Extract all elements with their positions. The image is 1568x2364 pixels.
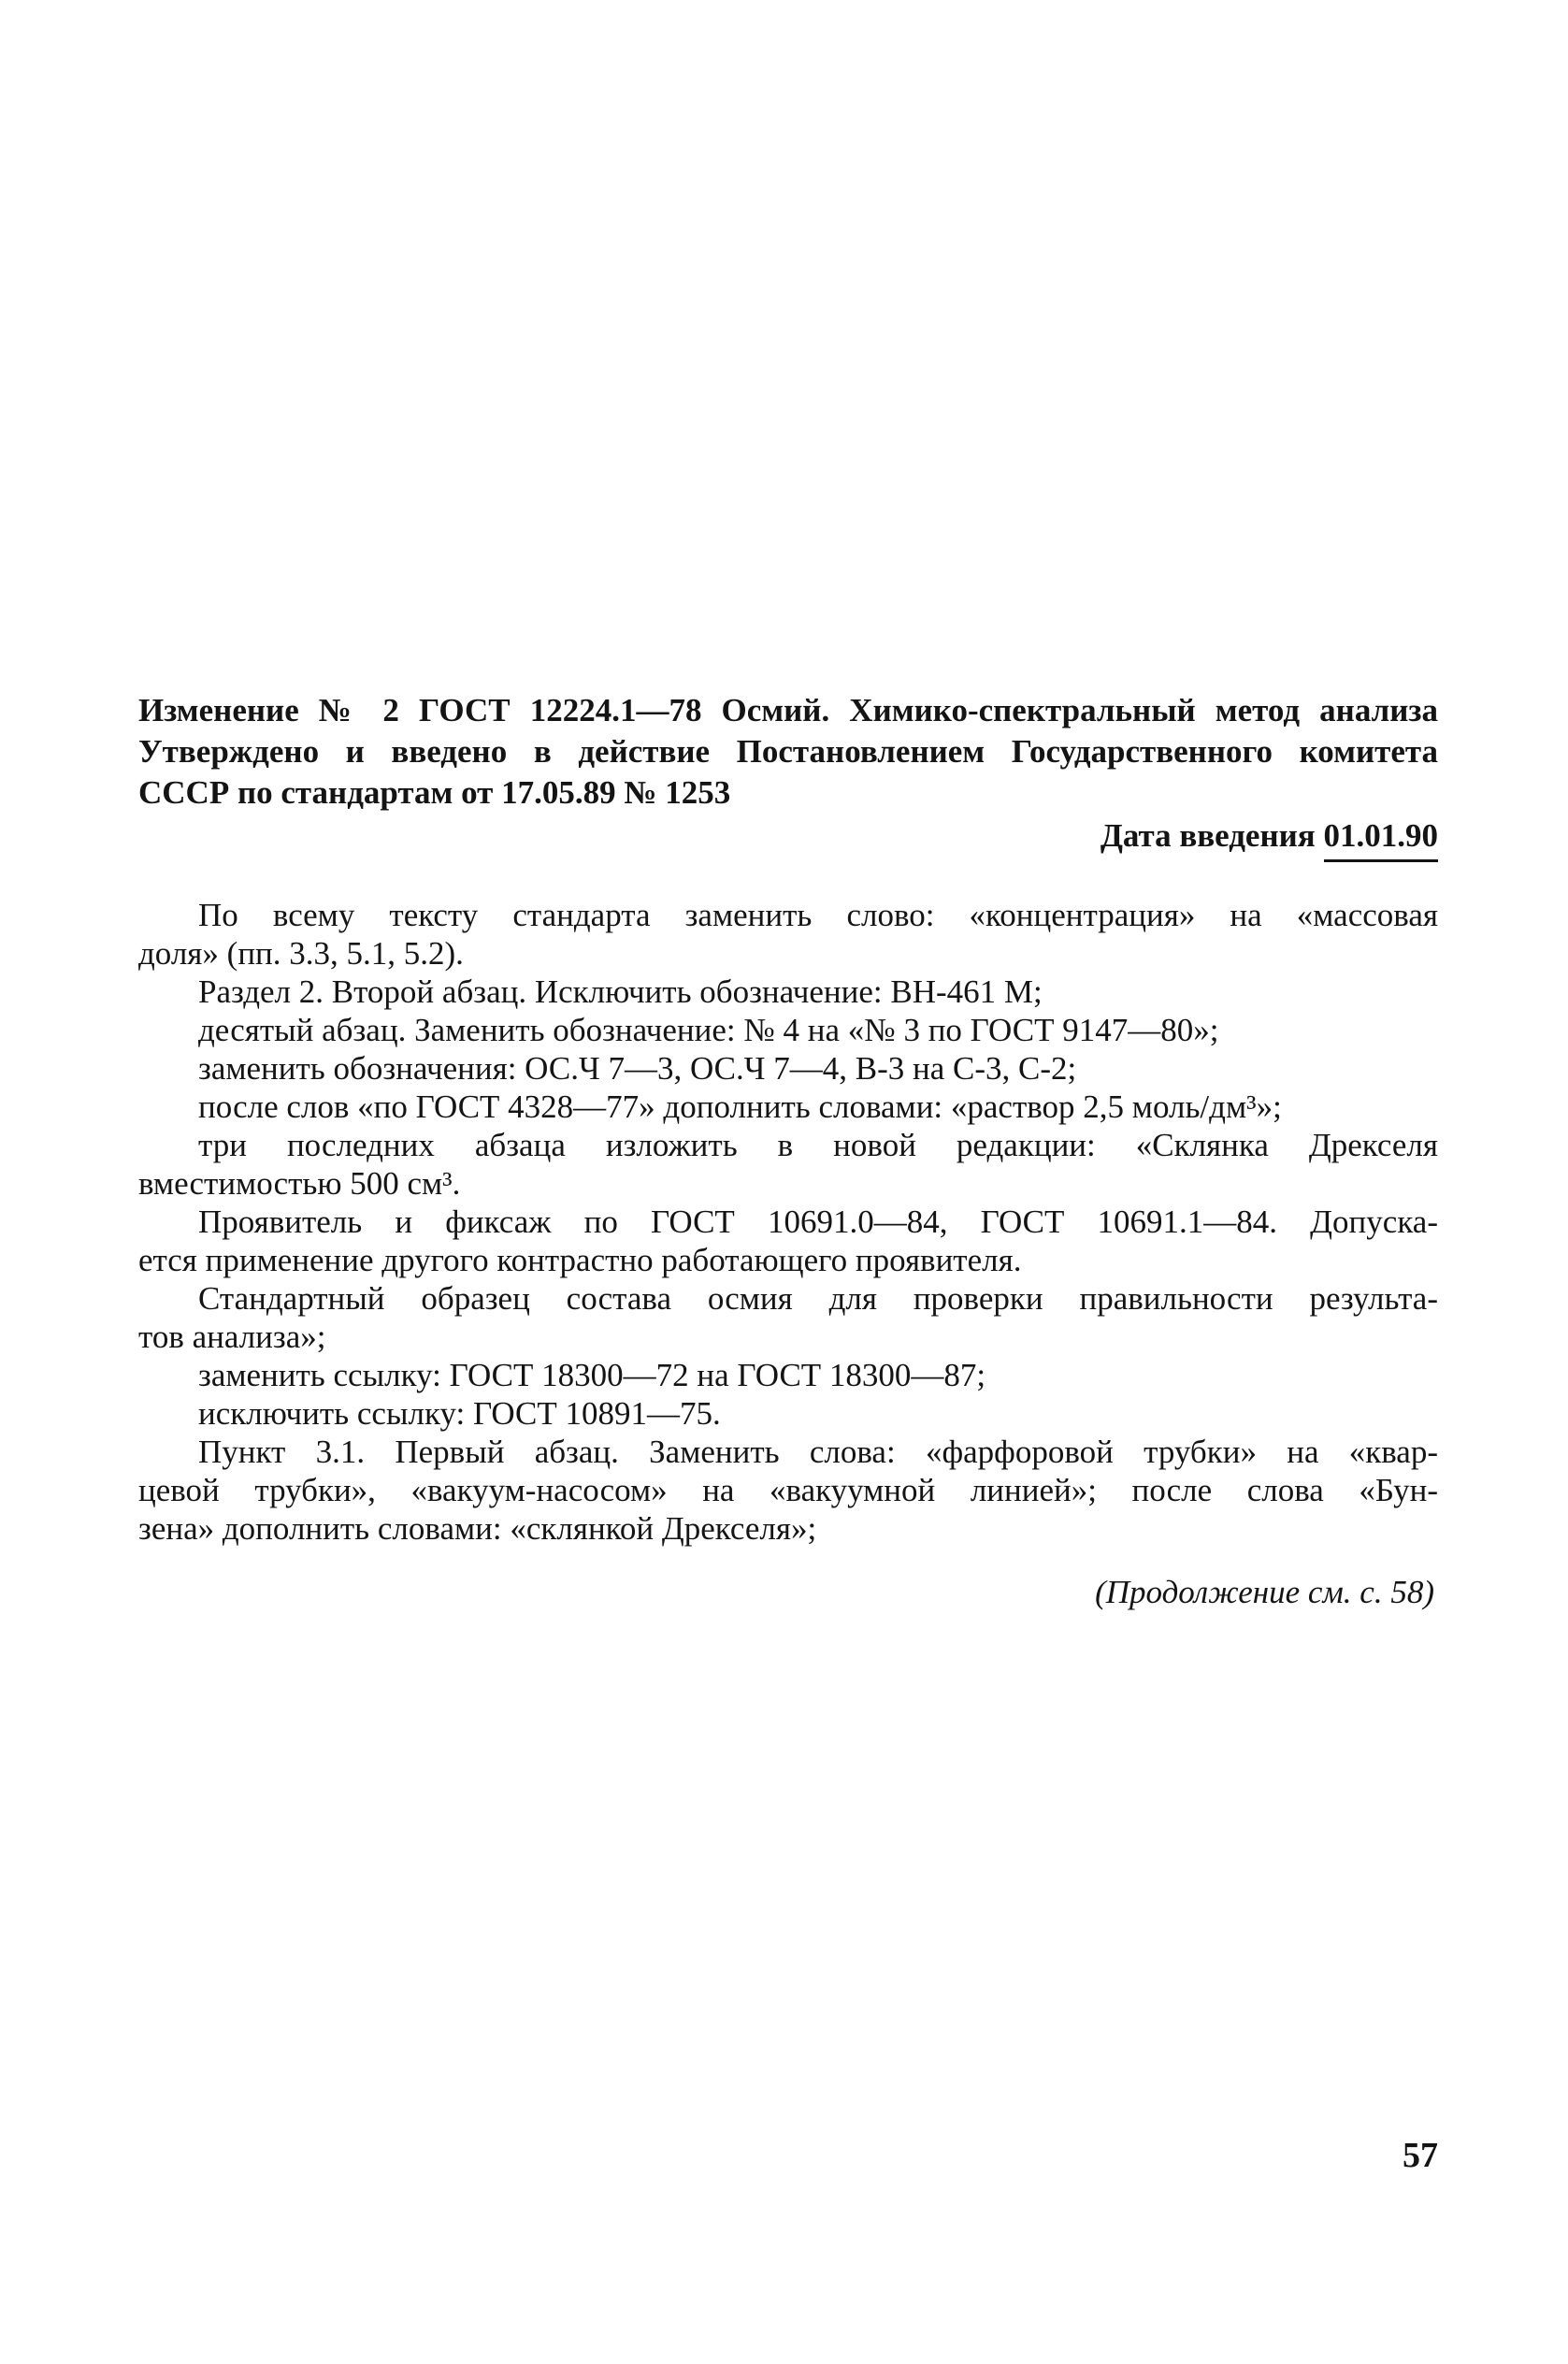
effective-date bbox=[138, 815, 1438, 862]
body-line: цевой трубки», «вакуум-насосом» на «вакуумной линией»; после слова «Бун- bbox=[138, 1472, 1438, 1508]
body-line: ется применение другого контрастно работающего проявителя. bbox=[138, 1242, 1022, 1278]
body-line: заменить ссылку: ГОСТ 18300—72 на ГОСТ 18300—87; bbox=[198, 1357, 986, 1393]
body-line: заменить обозначения: ОС.Ч 7—3, ОС.Ч 7—4, В-3 на С-3, С-2; bbox=[198, 1050, 1077, 1087]
body-line: вместимостью 500 см³. bbox=[138, 1165, 461, 1202]
body-line: тов анализа»; bbox=[138, 1319, 326, 1355]
amendment-body bbox=[138, 896, 1438, 1548]
amendment-title: Изменение № 2 ГОСТ 12224.1—78 Осмий. Химико-спектральный метод анализа bbox=[138, 692, 1438, 728]
amendment-header bbox=[138, 690, 1438, 862]
body-line: десятый абзац. Заменить обозначение: № 4 на «№ 3 по ГОСТ 9147—80»; bbox=[198, 1012, 1219, 1048]
body-line: доля» (пп. 3.3, 5.1, 5.2). bbox=[138, 935, 464, 972]
approval-statement-continued: СССР по стандартам от 17.05.89 № 1253 bbox=[138, 774, 731, 811]
body-line: Раздел 2. Второй абзац. Исключить обозначение: ВН-461 М; bbox=[198, 973, 1043, 1010]
body-line: исключить ссылку: ГОСТ 10891—75. bbox=[198, 1395, 721, 1432]
effective-date-label: Дата введения bbox=[1100, 817, 1324, 854]
body-line: после слов «по ГОСТ 4328—77» дополнить словами: «раствор 2,5 моль/дм³»; bbox=[198, 1088, 1282, 1125]
body-line: Стандартный образец состава осмия для проверки правильности результа- bbox=[198, 1280, 1438, 1317]
approval-statement: Утверждено и введено в действие Постановлением Государственного комитета bbox=[138, 733, 1438, 770]
body-line: Проявитель и фиксаж по ГОСТ 10691.0—84, ГОСТ 10691.1—84. Допуска- bbox=[198, 1204, 1438, 1240]
body-line: Пункт 3.1. Первый абзац. Заменить слова: «фарфоровой трубки» на «квар- bbox=[198, 1434, 1438, 1470]
effective-date-value: 01.01.90 bbox=[1324, 815, 1439, 862]
body-line: три последних абзаца изложить в новой редакции: «Склянка Дрекселя bbox=[198, 1127, 1438, 1163]
body-line: зена» дополнить словами: «склянкой Дрекселя»; bbox=[138, 1510, 817, 1547]
continuation-note: (Продолжение см. с. 58) bbox=[1095, 1574, 1434, 1610]
body-line: По всему тексту стандарта заменить слово: «концентрация» на «массовая bbox=[198, 897, 1438, 933]
amendment-document bbox=[138, 690, 1438, 1613]
page-number: 57 bbox=[1403, 2136, 1438, 2175]
